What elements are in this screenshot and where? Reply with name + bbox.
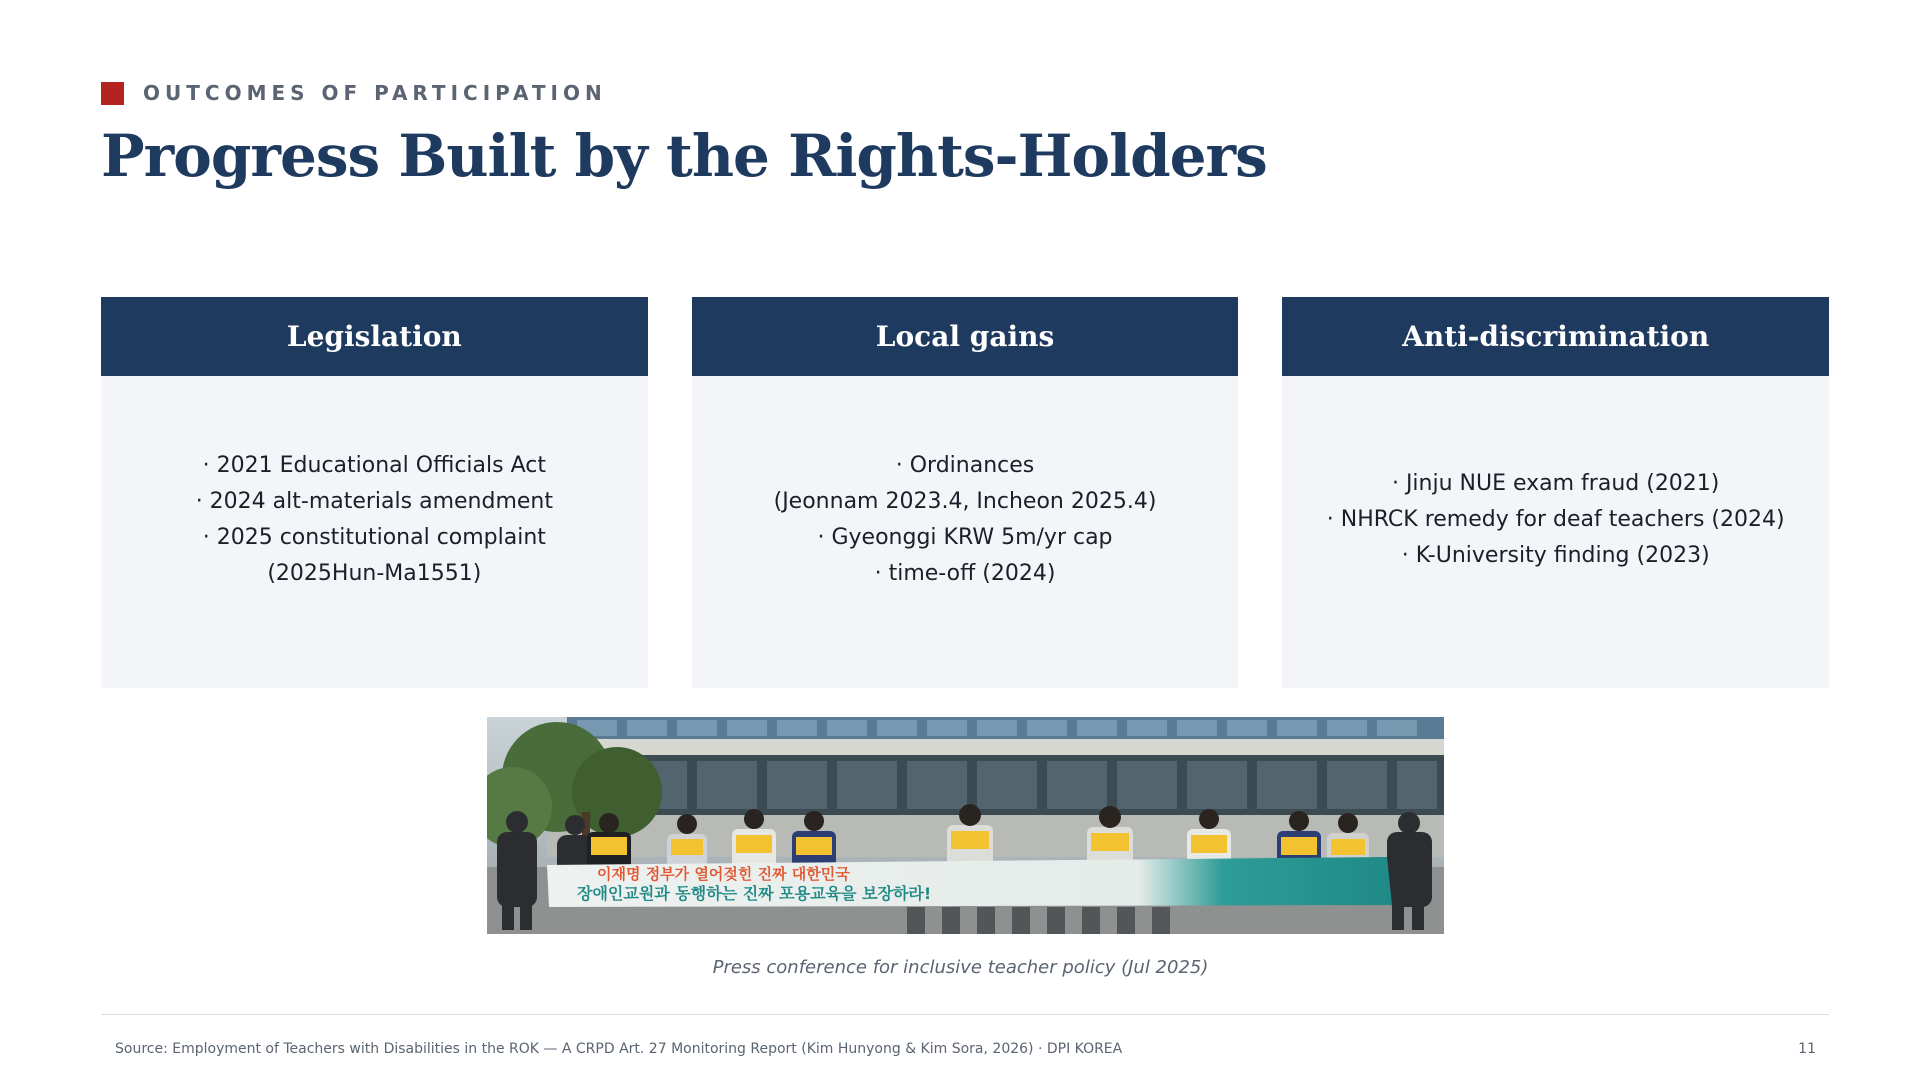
section-eyebrow — [101, 81, 607, 105]
card-line: · 2024 alt-materials amendment — [195, 489, 553, 514]
card-body — [692, 376, 1239, 688]
card-line: · time-off (2024) — [874, 561, 1056, 586]
photo-caption: Press conference for inclusive teacher policy (Jul 2025) — [712, 957, 1209, 978]
card-line: · Gyeonggi KRW 5m/yr cap — [817, 525, 1113, 550]
card-line: · Ordinances — [895, 453, 1035, 478]
card-heading: Legislation — [101, 297, 648, 376]
slide-title: Progress Built by the Rights-Holders — [101, 122, 1267, 190]
card-local-gains — [692, 297, 1239, 688]
accent-square — [101, 82, 124, 105]
card-heading: Anti-discrimination — [1282, 297, 1829, 376]
card-line: · K-University finding (2023) — [1401, 543, 1710, 568]
card-line: · Jinju NUE exam fraud (2021) — [1391, 471, 1720, 496]
banner-text-2: 장애인교원과 동행하는 진짜 포용교육을 보장하라! — [577, 884, 932, 903]
footer-divider — [101, 1014, 1829, 1015]
card-line: (2025Hun-Ma1551) — [267, 561, 482, 586]
banner-text-1: 이재명 정부가 열어젖힌 진짜 대한민국 — [597, 865, 850, 883]
card-body — [1282, 376, 1829, 688]
card-line: · 2021 Educational Officials Act — [202, 453, 546, 478]
card-anti-discrimination — [1282, 297, 1829, 688]
source-citation: Source: Employment of Teachers with Disabilities in the ROK — A CRPD Art. 27 Monitoring Report (Kim Hunyong & Kim Sora, 2026) · DPI KOREA — [115, 1041, 1123, 1057]
card-heading: Local gains — [692, 297, 1239, 376]
card-line: · 2025 constitutional complaint — [202, 525, 546, 550]
card-line: (Jeonnam 2023.4, Incheon 2025.4) — [773, 489, 1157, 514]
card-line: · NHRCK remedy for deaf teachers (2024) — [1326, 507, 1785, 532]
card-body — [101, 376, 648, 688]
press-conference-photo — [487, 717, 1444, 934]
photo-illustration — [487, 717, 1444, 934]
eyebrow-label: OUTCOMES OF PARTICIPATION — [143, 81, 607, 105]
outcome-cards — [101, 297, 1829, 688]
page-number: 11 — [1798, 1041, 1816, 1057]
card-legislation — [101, 297, 648, 688]
protest-banner — [547, 857, 1392, 907]
